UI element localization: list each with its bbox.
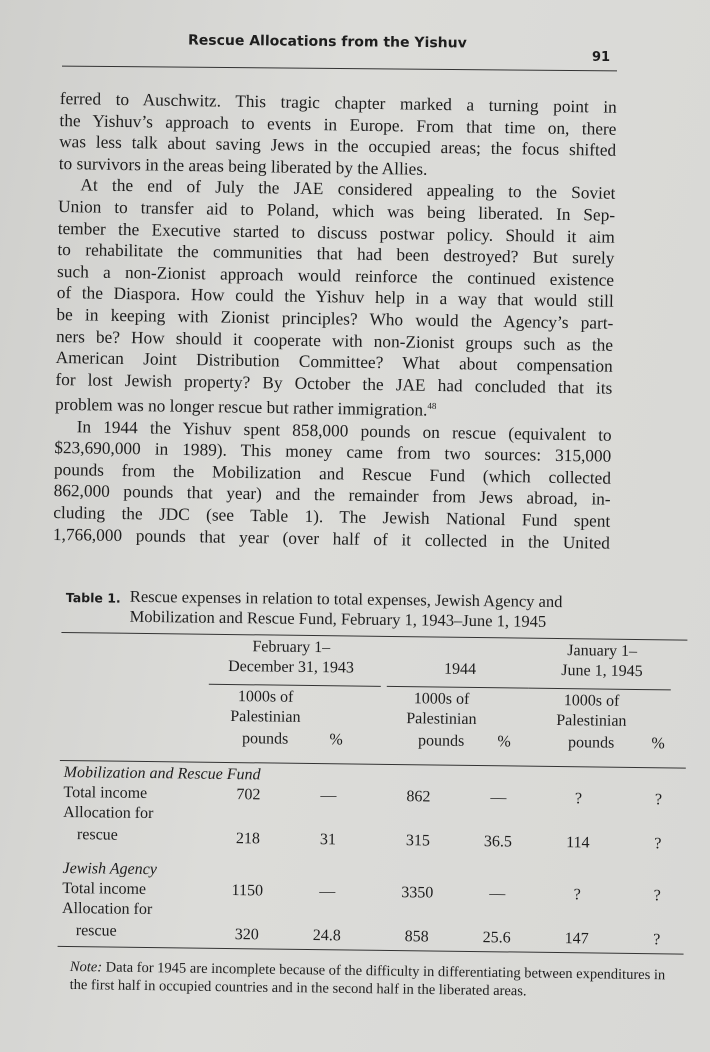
cell-total-income: 3350 <box>401 884 434 902</box>
period-header-line1: February 1– <box>252 638 331 657</box>
cell-total-income: ? <box>574 790 583 808</box>
table-caption <box>66 586 692 634</box>
unit-header: 1000s of <box>563 692 620 710</box>
page-number: 91 <box>592 50 611 65</box>
period-rule <box>209 684 381 687</box>
period-header-line1 <box>395 640 525 642</box>
cell-total-income: ? <box>654 791 663 809</box>
cell-rescue-allocation: 25.6 <box>482 929 511 947</box>
period-rule <box>387 686 529 689</box>
row-label: Total income <box>62 879 147 898</box>
line-text: ferred to Auschwitz. This tragic chapter marked a turning point in <box>59 88 617 117</box>
line-text: In 1944 the Yishuv spent 858,000 pounds on rescue (equivalent to <box>76 416 612 445</box>
line-text: the Yishuv’s approach to events in Europe. From that time on, there <box>59 110 617 139</box>
header-rule <box>62 66 617 72</box>
row-label: Allocation for <box>61 899 153 919</box>
line-text: of the Diaspora. How could the Yishuv help in a way that would still <box>56 283 614 312</box>
footnote-ref: 48 <box>427 401 437 412</box>
cell-total-income: — <box>489 885 506 903</box>
row-label: Allocation for <box>63 803 154 823</box>
table-1 <box>61 586 692 949</box>
line-text: problem was no longer rescue but rather immigration. <box>54 395 428 420</box>
running-title: Rescue Allocations from the Yishuv <box>187 32 467 52</box>
caption-line: Mobilization and Rescue Fund, February 1, 1943–June 1, 1945 <box>129 606 547 631</box>
cell-total-income: 1150 <box>231 882 264 900</box>
cell-total-income: 702 <box>236 786 261 804</box>
cell-total-income: — <box>319 883 336 901</box>
cell-rescue-allocation: 24.8 <box>312 927 341 945</box>
period-header-line2: June 1, 1945 <box>561 662 643 681</box>
line-text: 1,766,000 pounds that year (over half of it collected in the United <box>52 524 611 553</box>
line-text: was less talk about saving Jews in the occupied areas; the focus shifted <box>59 132 617 160</box>
percent-header: % <box>329 731 343 749</box>
period-header-line2: December 31, 1943 <box>228 657 354 677</box>
unit-header: Palestinian <box>230 708 301 726</box>
unit-header: 1000s of <box>413 690 470 708</box>
unit-header: pounds <box>241 730 289 748</box>
period-header-line1: January 1– <box>567 642 638 660</box>
cell-rescue-allocation: 147 <box>564 930 589 948</box>
line-text: At the end of July the JAE considered appealing to the Soviet <box>80 175 616 204</box>
cell-rescue-allocation: ? <box>653 931 661 949</box>
period-rule <box>529 688 671 691</box>
period-header-line2: 1944 <box>443 660 477 679</box>
line-text: for lost Jewish property? By October the JAE had concluded that its <box>55 369 613 398</box>
cell-rescue-allocation: 36.5 <box>483 833 513 851</box>
percent-header: % <box>497 733 511 751</box>
line-text: be in keeping with Zionist principles? Who would the Agency’s part- <box>56 304 614 333</box>
line-text: to rehabilitate the communities that had been destroyed? But surely <box>57 240 615 268</box>
group-label: Jewish Agency <box>62 859 157 879</box>
group-label: Mobilization and Rescue Fund <box>63 763 261 784</box>
line-text: 862,000 pounds that year) and the remainder from Jews abroad, in- <box>53 481 611 510</box>
line-text: Union to transfer aid to Poland, which was being liberated. In Sep- <box>57 196 616 225</box>
line-text: ners be? How should it cooperate with non-Zionist groups such as the <box>55 326 614 355</box>
cell-total-income: ? <box>573 886 581 904</box>
unit-header: pounds <box>567 734 615 752</box>
cell-rescue-allocation: 320 <box>234 926 259 944</box>
line-text: $23,690,000 in 1989). This money came from two sources: 315,000 <box>54 438 612 466</box>
unit-header: 1000s of <box>237 688 294 706</box>
line-text: to survivors in the areas being liberated by the Allies. <box>58 153 428 179</box>
unit-header: Palestinian <box>556 712 627 730</box>
note-text: Data for 1945 are incomplete because of the difficulty in differentiating between expenditures in the first half in occupied countries and in the second half in the liberated areas. <box>69 959 666 1000</box>
cell-total-income: ? <box>653 887 661 905</box>
cell-total-income: 862 <box>406 788 431 806</box>
cell-total-income: — <box>490 789 507 807</box>
line-text: tember the Executive started to discuss postwar policy. Should it aim <box>57 218 615 247</box>
row-label: Total income <box>63 783 148 803</box>
body-text <box>53 88 617 554</box>
cell-rescue-allocation: ? <box>654 835 662 853</box>
note-label: Note: <box>69 958 103 976</box>
line-text: cluding the JDC (see Table 1). The Jewish National Fund spent <box>53 502 611 531</box>
caption-line: Rescue expenses in relation to total expenses, Jewish Agency and <box>129 586 563 612</box>
cell-rescue-allocation: 315 <box>405 832 431 850</box>
table-note <box>69 958 683 1003</box>
cell-rescue-allocation: 218 <box>235 830 261 848</box>
cell-rescue-allocation: 114 <box>566 834 590 852</box>
table-label: Table 1. <box>65 589 121 606</box>
line-text: American Joint Distribution Committee? What about compensation <box>55 348 613 376</box>
line-text: such a non-Zionist approach would reinforce the continued existence <box>56 261 615 290</box>
unit-header: Palestinian <box>406 710 477 729</box>
cell-total-income: — <box>320 787 337 805</box>
row-label: rescue <box>76 826 118 844</box>
unit-header: pounds <box>417 732 465 750</box>
table-top-rule <box>61 632 687 641</box>
line-text: pounds from the Mobilization and Rescue Fund (which collected <box>53 459 612 488</box>
percent-header: % <box>651 735 665 753</box>
cell-rescue-allocation: 31 <box>319 831 337 849</box>
row-label: rescue <box>75 922 117 940</box>
cell-rescue-allocation: 858 <box>404 928 429 946</box>
